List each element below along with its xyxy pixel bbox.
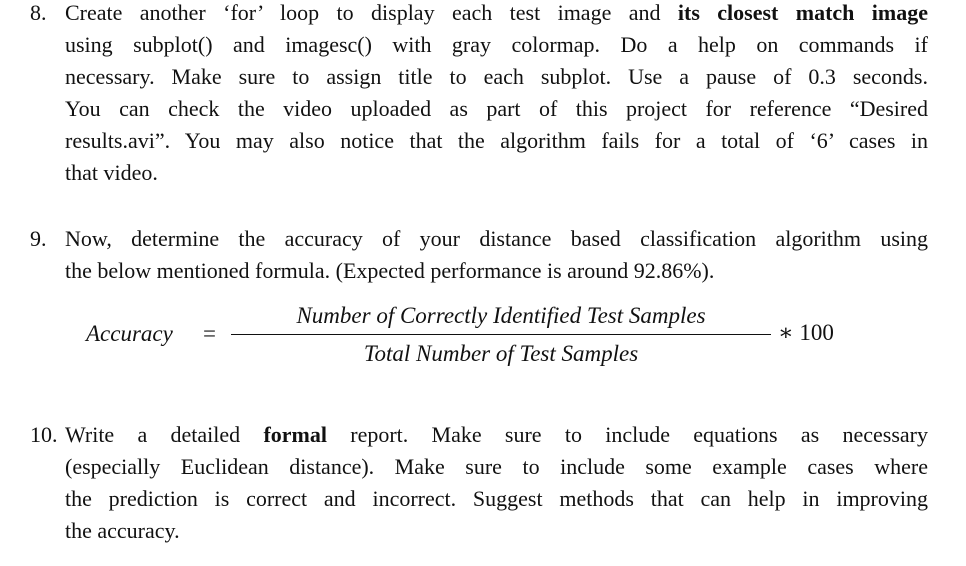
- list-item-9: [30, 223, 928, 287]
- text-line: [65, 515, 928, 547]
- text-run: report. Make sure to include equations as necessary: [326, 422, 928, 447]
- text-line: [65, 451, 928, 483]
- item-number: 10.: [30, 422, 58, 447]
- text-line: [65, 419, 928, 451]
- text-line: [65, 0, 928, 29]
- item-text: [65, 419, 928, 547]
- text-run: You can check the video uploaded as part of this project for reference “Desired: [65, 96, 928, 121]
- formula-denominator: Total Number of Test Samples: [363, 341, 639, 366]
- bold-text: its closest match image: [677, 0, 928, 25]
- item-text: [65, 223, 928, 287]
- list-item-10: [30, 419, 928, 547]
- accuracy-formula: [86, 300, 846, 370]
- formula-numerator: Number of Correctly Identified Test Samples: [296, 303, 706, 328]
- text-run: necessary. Make sure to assign title to each subplot. Use a pause of 0.3 seconds.: [65, 64, 928, 89]
- text-line: [65, 61, 928, 93]
- text-run: the below mentioned formula. (Expected performance is around 92.86%).: [65, 258, 715, 283]
- item-number: 8.: [30, 0, 47, 25]
- formula-multiplier: ∗ 100: [778, 320, 834, 345]
- text-line: [65, 157, 928, 189]
- text-run: the accuracy.: [65, 518, 180, 543]
- text-run: Now, determine the accuracy of your distance based classification algorithm using: [65, 226, 928, 251]
- item-number: 9.: [30, 226, 47, 251]
- text-run: using subplot() and imagesc() with gray colormap. Do a help on commands if: [65, 32, 928, 57]
- text-line: [65, 255, 928, 287]
- text-run: that video.: [65, 160, 158, 185]
- text-line: [65, 223, 928, 255]
- item-text: [65, 0, 928, 189]
- list-item-8: [30, 0, 928, 189]
- text-run: the prediction is correct and incorrect. Suggest methods that can help in improving: [65, 486, 928, 511]
- formula-lhs: Accuracy: [86, 321, 173, 346]
- text-run: Write a detailed: [65, 422, 264, 447]
- fraction-bar: [231, 334, 771, 335]
- text-line: [65, 483, 928, 515]
- text-run: Create another ‘for’ loop to display each test image and: [65, 0, 678, 25]
- text-line: [65, 29, 928, 61]
- bold-text: formal: [263, 422, 327, 447]
- formula-equals: =: [203, 321, 216, 346]
- text-line: [65, 125, 928, 157]
- formula-fraction: [231, 300, 771, 370]
- text-run: (especially Euclidean distance). Make sure to include some example cases where: [65, 454, 928, 479]
- text-line: [65, 93, 928, 125]
- text-run: results.avi”. You may also notice that the algorithm fails for a total of ‘6’ cases in: [65, 128, 928, 153]
